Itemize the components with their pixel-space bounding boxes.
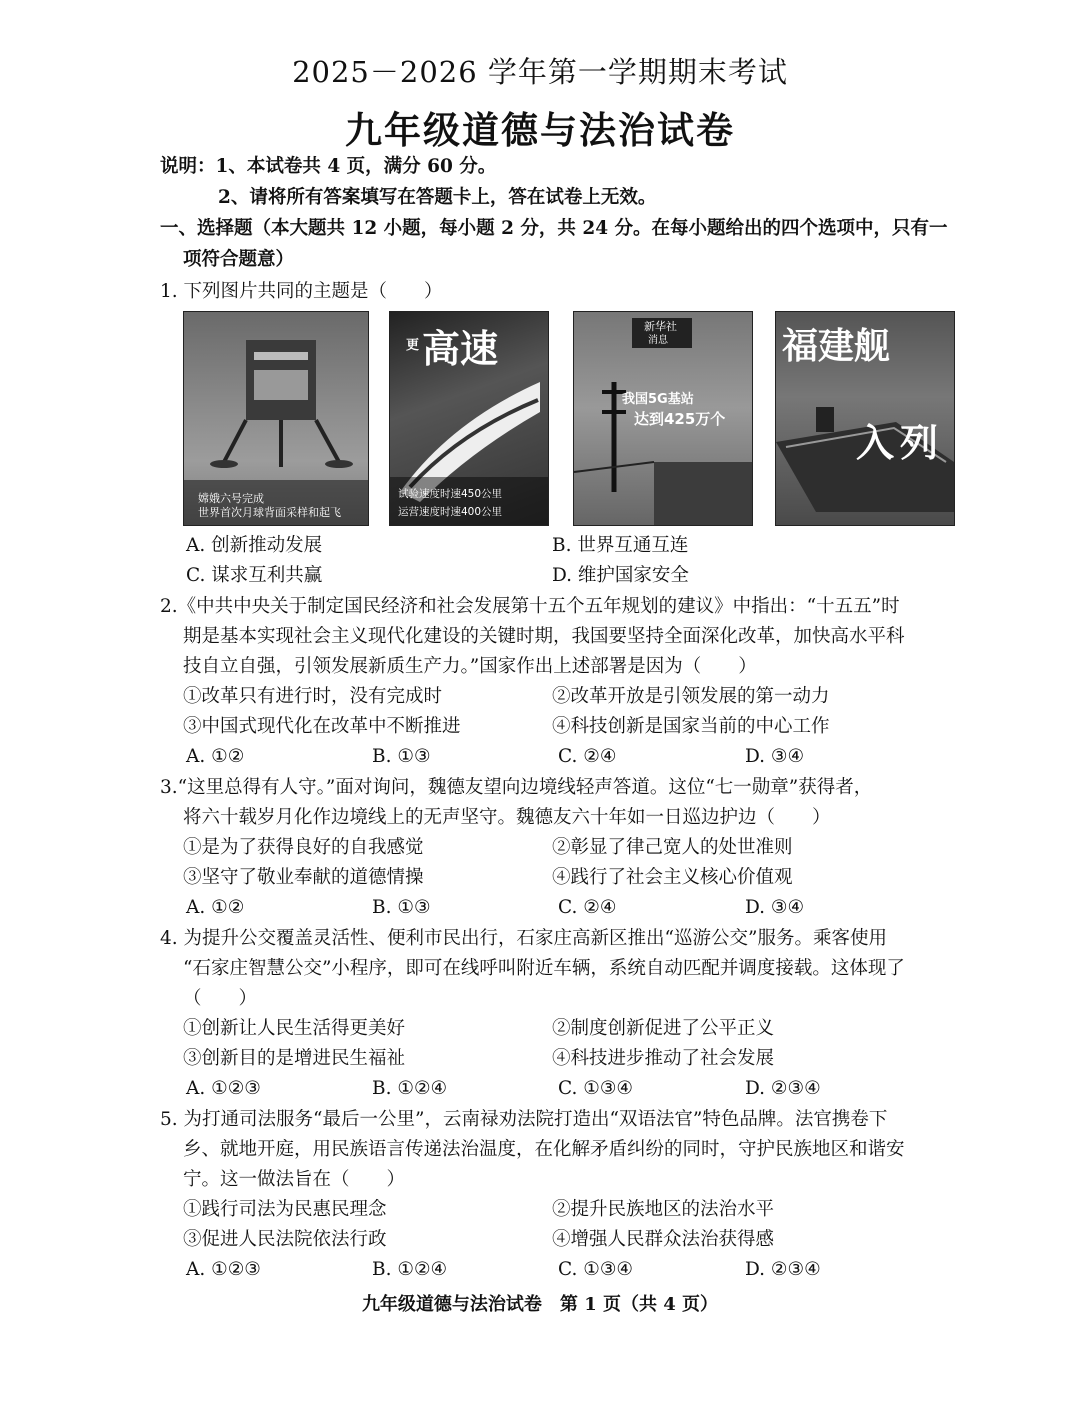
q5-option-b[interactable]: B. ①②④ — [372, 1259, 448, 1280]
q1-option-b[interactable]: B. 世界互通互连 — [552, 535, 689, 556]
q4-stem-line-1: 4. 为提升公交覆盖灵活性、便利市民出行，石家庄高新区推出“巡游公交”服务。乘客使用 — [160, 928, 887, 949]
q1-option-a[interactable]: A. 创新推动发展 — [186, 535, 323, 556]
q1-image3-caption-1: 我国5G基站 — [622, 392, 694, 407]
section-1-heading: 一、选择题（本大题共 12 小题，每小题 2 分，共 24 分。在每小题给出的四个选项中，只有一 — [160, 218, 948, 239]
q3-item-2: ②彰显了律己宽人的处世准则 — [552, 837, 793, 858]
q1-image1-caption-1: 嫦娥六号完成 — [198, 492, 264, 505]
instructions-line-2: 2、请将所有答案填写在答题卡上，答在试卷上无效。 — [218, 187, 657, 208]
q2-item-2: ②改革开放是引领发展的第一动力 — [552, 686, 830, 707]
q2-option-b[interactable]: B. ①③ — [372, 746, 431, 767]
q5-item-3: ③促进人民法院依法行政 — [183, 1229, 387, 1250]
q2-option-a[interactable]: A. ①② — [186, 746, 245, 767]
q3-stem-line-1: 3.“这里总得有人守。”面对询问，魏德友望向边境线轻声答道。这位“七一勋章”获得者， — [160, 777, 873, 798]
q2-item-4: ④科技创新是国家当前的中心工作 — [552, 716, 830, 737]
q5-option-a[interactable]: A. ①②③ — [186, 1259, 261, 1280]
q5-stem-line-3: 宁。这一做法旨在（ ） — [183, 1169, 406, 1190]
q2-option-d[interactable]: D. ③④ — [745, 746, 805, 767]
q1-option-d[interactable]: D. 维护国家安全 — [552, 565, 689, 586]
q5-option-d[interactable]: D. ②③④ — [745, 1259, 821, 1280]
q3-item-3: ③坚守了敬业奉献的道德情操 — [183, 867, 424, 888]
q3-item-1: ①是为了获得良好的自我感觉 — [183, 837, 424, 858]
q3-option-d[interactable]: D. ③④ — [745, 897, 805, 918]
exam-title: 2025－2026 学年第一学期期末考试 — [292, 55, 788, 89]
q2-stem-line-3: 技自立自强，引领发展新质生产力。”国家作出上述部署是因为（ ） — [183, 656, 757, 677]
q4-option-d[interactable]: D. ②③④ — [745, 1078, 821, 1099]
q5-item-4: ④增强人民群众法治获得感 — [552, 1229, 775, 1250]
exam-subtitle: 九年级道德与法治试卷 — [345, 108, 735, 152]
q5-stem-line-2: 乡、就地开庭，用民族语言传递法治温度，在化解矛盾纠纷的同时，守护民族地区和谐安 — [183, 1139, 905, 1160]
q1-image-high-speed-train — [389, 311, 549, 526]
q5-stem-line-1: 5. 为打通司法服务“最后一公里”，云南禄劝法院打造出“双语法官”特色品牌。法官携卷下 — [160, 1109, 888, 1130]
q1-option-c[interactable]: C. 谋求互利共赢 — [186, 565, 323, 586]
q4-option-b[interactable]: B. ①②④ — [372, 1078, 448, 1099]
q5-item-2: ②提升民族地区的法治水平 — [552, 1199, 775, 1220]
q4-stem-line-3: （ ） — [183, 988, 258, 1009]
q1-image-lunar-probe — [183, 311, 369, 526]
q2-stem-line-1: 2.《中共中央关于制定国民经济和社会发展第十五个五年规划的建议》中指出：“十五五”时 — [160, 596, 900, 617]
q3-option-a[interactable]: A. ①② — [186, 897, 245, 918]
q4-option-c[interactable]: C. ①③④ — [558, 1078, 634, 1099]
q1-image4-word: 入列 — [856, 421, 945, 465]
q1-image3-caption-2: 达到425万个 — [634, 410, 726, 428]
q1-stem: 1. 下列图片共同的主题是（ ） — [160, 281, 443, 302]
q4-item-4: ④科技进步推动了社会发展 — [552, 1048, 775, 1069]
q4-item-1: ①创新让人民生活得更美好 — [183, 1018, 406, 1039]
q4-option-a[interactable]: A. ①②③ — [186, 1078, 261, 1099]
q3-option-b[interactable]: B. ①③ — [372, 897, 431, 918]
q1-image4-title: 福建舰 — [782, 326, 891, 367]
q1-image3-logo-2: 消息 — [648, 335, 668, 346]
q1-image-fujian-carrier — [775, 311, 955, 526]
q3-option-c[interactable]: C. ②④ — [558, 897, 617, 918]
q5-option-c[interactable]: C. ①③④ — [558, 1259, 634, 1280]
q3-stem-line-2: 将六十载岁月化作边境线上的无声坚守。魏德友六十年如一日巡边护边（ ） — [183, 807, 831, 828]
q5-item-1: ①践行司法为民惠民理念 — [183, 1199, 387, 1220]
section-1-heading-cont: 项符合题意） — [183, 249, 295, 270]
q2-item-3: ③中国式现代化在改革中不断推进 — [183, 716, 461, 737]
q4-item-2: ②制度创新促进了公平正义 — [552, 1018, 775, 1039]
q3-item-4: ④践行了社会主义核心价值观 — [552, 867, 793, 888]
q1-image1-caption-2: 世界首次月球背面采样和起飞 — [198, 506, 341, 519]
q1-image2-title: 高速 — [422, 327, 499, 371]
q1-image3-logo-1: 新华社 — [644, 320, 677, 333]
page-footer: 九年级道德与法治试卷 第 1 页（共 4 页） — [361, 1294, 719, 1315]
q1-image2-caption-2: 运营速度时速400公里 — [398, 506, 503, 518]
q2-option-c[interactable]: C. ②④ — [558, 746, 617, 767]
q2-item-1: ①改革只有进行时，没有完成时 — [183, 686, 443, 707]
q2-stem-line-2: 期是基本实现社会主义现代化建设的关键时期，我国要坚持全面深化改革，加快高水平科 — [183, 626, 905, 647]
q1-image2-caption-1: 试验速度时速450公里 — [398, 488, 503, 500]
q4-stem-line-2: “石家庄智慧公交”小程序，即可在线呼叫附近车辆，系统自动匹配并调度接载。这体现了 — [183, 958, 905, 979]
q4-item-3: ③创新目的是增进民生福祉 — [183, 1048, 406, 1069]
q1-image-5g-base-station — [573, 311, 753, 526]
q1-image2-small-label: 更 — [406, 338, 420, 353]
instructions-line-1: 说明：1、本试卷共 4 页，满分 60 分。 — [160, 156, 497, 177]
